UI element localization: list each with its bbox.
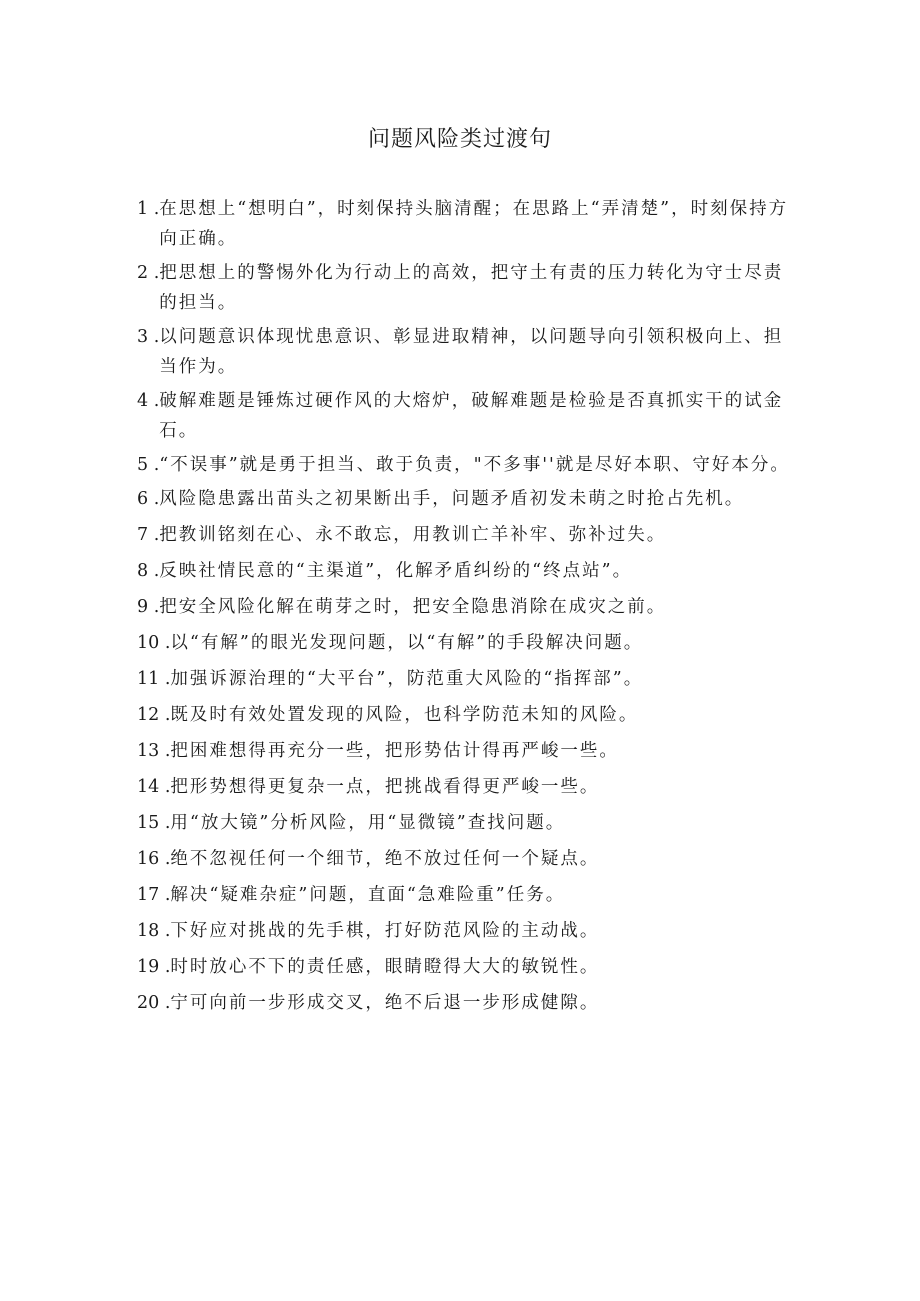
item-text: 加强诉源治理的“大平台”，防范重大风险的“指挥部”。 <box>170 669 644 689</box>
item-text: 既及时有效处置发现的风险，也科学防范未知的风险。 <box>170 705 639 725</box>
list-item <box>137 556 797 586</box>
list-item <box>137 736 797 766</box>
item-number: 16 . <box>137 849 171 869</box>
list-item <box>137 628 797 658</box>
list-item <box>137 772 797 802</box>
item-text: 把形势想得更复杂一点，把挑战看得更严峻一些。 <box>170 777 600 797</box>
item-number: 14 . <box>137 777 171 797</box>
item-number: 9 . <box>137 597 160 617</box>
list-item <box>137 808 797 838</box>
item-text: 解决“疑难杂症”问题，直面“急难险重”任务。 <box>170 885 566 905</box>
item-text: 把安全风险化解在萌芽之时，把安全隐患消除在成灾之前。 <box>159 597 667 617</box>
list-item <box>137 520 797 550</box>
item-text: 风险隐患露出苗头之初果断出手，问题矛盾初发未萌之时抢占先机。 <box>159 489 745 509</box>
item-number: 2 . <box>137 263 160 283</box>
item-text: 反映社情民意的“主渠道”，化解矛盾纠纷的“终点站”。 <box>159 561 633 581</box>
list-item <box>137 880 797 910</box>
item-text: 把教训铭刻在心、永不敢忘，用教训亡羊补牢、弥补过失。 <box>159 525 667 545</box>
item-number: 18 . <box>137 921 171 941</box>
item-number: 5 . <box>137 455 160 475</box>
item-number: 1 . <box>137 199 160 219</box>
item-text: “不误事”就是勇于担当、敢于负责，"不多事''就是尽好本职、守好本分。 <box>159 455 790 475</box>
item-number: 19 . <box>137 957 171 977</box>
item-number: 8 . <box>137 561 160 581</box>
item-text: 破解难题是锤炼过硬作风的大熔炉，破解难题是检验是否真抓实干的试金石。 <box>159 391 784 441</box>
item-number: 12 . <box>137 705 171 725</box>
page-title: 问题风险类过渡句 <box>367 127 552 152</box>
item-text: 把困难想得再充分一些，把形势估计得再严峻一些。 <box>170 741 619 761</box>
item-number: 4 . <box>137 391 160 411</box>
list-item <box>137 322 797 382</box>
item-number: 6 . <box>137 489 160 509</box>
item-number: 15 . <box>137 813 171 833</box>
item-text: 用“放大镜”分析风险，用“显微镜”查找问题。 <box>170 813 566 833</box>
item-text: 以问题意识体现忧患意识、彰显进取精神，以问题导向引领积极向上、担当作为。 <box>159 327 784 377</box>
list-item <box>137 592 797 622</box>
item-number: 7 . <box>137 525 160 545</box>
item-text: 绝不忽视任何一个细节，绝不放过任何一个疑点。 <box>170 849 600 869</box>
item-text: 在思想上“想明白”，时刻保持头脑清醒；在思路上“弄清楚”，时刻保持方向正确。 <box>159 199 789 249</box>
item-text: 宁可向前一步形成交叉，绝不后退一步形成健隙。 <box>170 993 600 1013</box>
list-item <box>137 258 797 318</box>
list-item <box>137 194 797 254</box>
item-text: 下好应对挑战的先手棋，打好防范风险的主动战。 <box>170 921 600 941</box>
transition-sentence-list <box>137 194 797 1018</box>
list-item <box>137 988 797 1018</box>
list-item <box>137 952 797 982</box>
list-item <box>137 484 797 514</box>
item-number: 10 . <box>137 633 171 653</box>
item-number: 11 . <box>137 669 171 689</box>
item-number: 20 . <box>137 993 171 1013</box>
item-text: 时时放心不下的责任感，眼睛瞪得大大的敏锐性。 <box>170 957 600 977</box>
item-number: 3 . <box>137 327 160 347</box>
list-item <box>137 664 797 694</box>
list-item <box>137 450 797 480</box>
item-number: 13 . <box>137 741 171 761</box>
list-item <box>137 844 797 874</box>
list-item <box>137 700 797 730</box>
list-item <box>137 386 797 446</box>
item-text: 以“有解”的眼光发现问题，以“有解”的手段解决问题。 <box>170 633 644 653</box>
item-number: 17 . <box>137 885 171 905</box>
list-item <box>137 916 797 946</box>
item-text: 把思想上的警惕外化为行动上的高效，把守土有责的压力转化为守士尽责的担当。 <box>159 263 784 313</box>
